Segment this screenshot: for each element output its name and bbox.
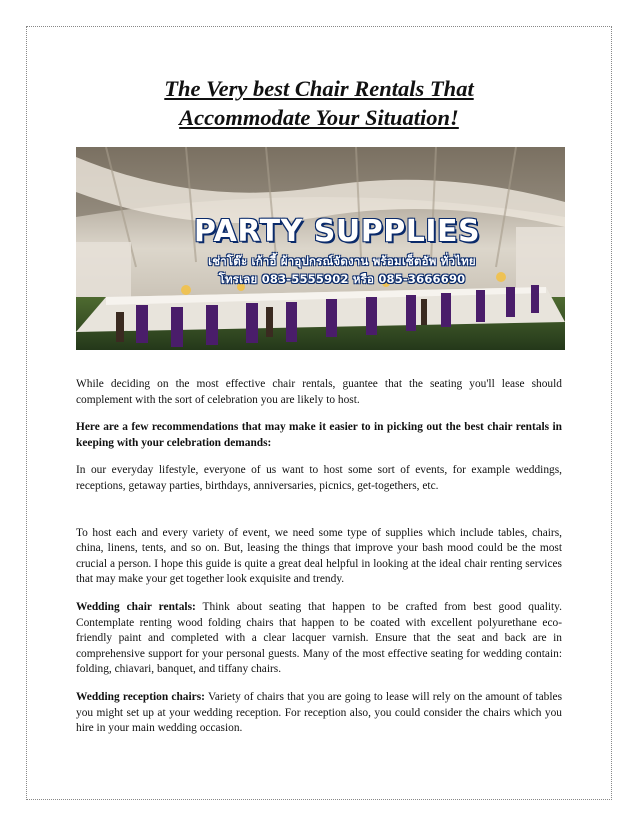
- thai-service-line: เช่าโต๊ะ เก้าอี้ ผ้าอุปกรณ์จัดงาน พร้อมเซ็ตอัพ ทั่วไทย: [208, 254, 476, 268]
- title-line-2: Accommodate Your Situation!: [179, 105, 459, 130]
- recommendations-bold: Here are a few recommendations that may make it easier to in picking out the best chair rentals in keeping with your celebration demands:: [76, 421, 562, 449]
- wedding-chairs-label: Wedding chair rentals:: [76, 600, 196, 613]
- paragraph-supplies: To host each and every variety of event, we need some type of supplies which include tables, chairs, china, linens, tents, and so on. But, leasing the things that improve your bash mood could be the most crucial a person. I hope this guide is quite a great deal helpful in looking at the ideal chair renting services that may make your get together look exquisite and trendy.: [76, 526, 562, 586]
- title-line-1: The Very best Chair Rentals That: [164, 76, 474, 101]
- thai-phone-line: โทรเลย 083-5555902 หรือ 085-3666690: [218, 272, 466, 286]
- paragraph-everyday: In our everyday lifestyle, everyone of us want to host some sort of events, for example weddings, receptions, getaway parties, birthdays, anniversaries, picnics, get-togethers, etc.: [76, 464, 562, 492]
- hero-image: [76, 147, 565, 350]
- party-supplies-heading: PARTY SUPPLIES: [193, 214, 481, 249]
- reception-chairs-text: Variety of chairs that you are going to lease will rely on the amount of tables you might set up at your wedding reception. For reception also, you could consider the chairs which you hire in your main wedding occasion.: [76, 690, 563, 735]
- paragraph-recommendations: [76, 420, 562, 451]
- page-title: [76, 74, 562, 132]
- paragraph-reception-chairs: [76, 690, 562, 737]
- paragraph-wedding-chairs: [76, 600, 562, 678]
- reception-chairs-label: Wedding reception chairs:: [76, 690, 205, 703]
- paragraph-intro: While deciding on the most effective chair rentals, guantee that the seating you'll lease should complement with the sort of celebration you are likely to host.: [76, 378, 562, 406]
- article-body: [76, 377, 562, 749]
- wedding-chairs-text: Think about seating that happen to be crafted from best good quality. Contemplate renting wood folding chairs that happen to be coated with excellent polyurethane eco-friendly paint and completed with a clear lacquer varnish. Ensure that the seat and back are in comprehensive support for your personal guests. Many of the most effective seating for wedding contain: folding, chiavari, banquet, and tiffany chairs.: [76, 600, 562, 676]
